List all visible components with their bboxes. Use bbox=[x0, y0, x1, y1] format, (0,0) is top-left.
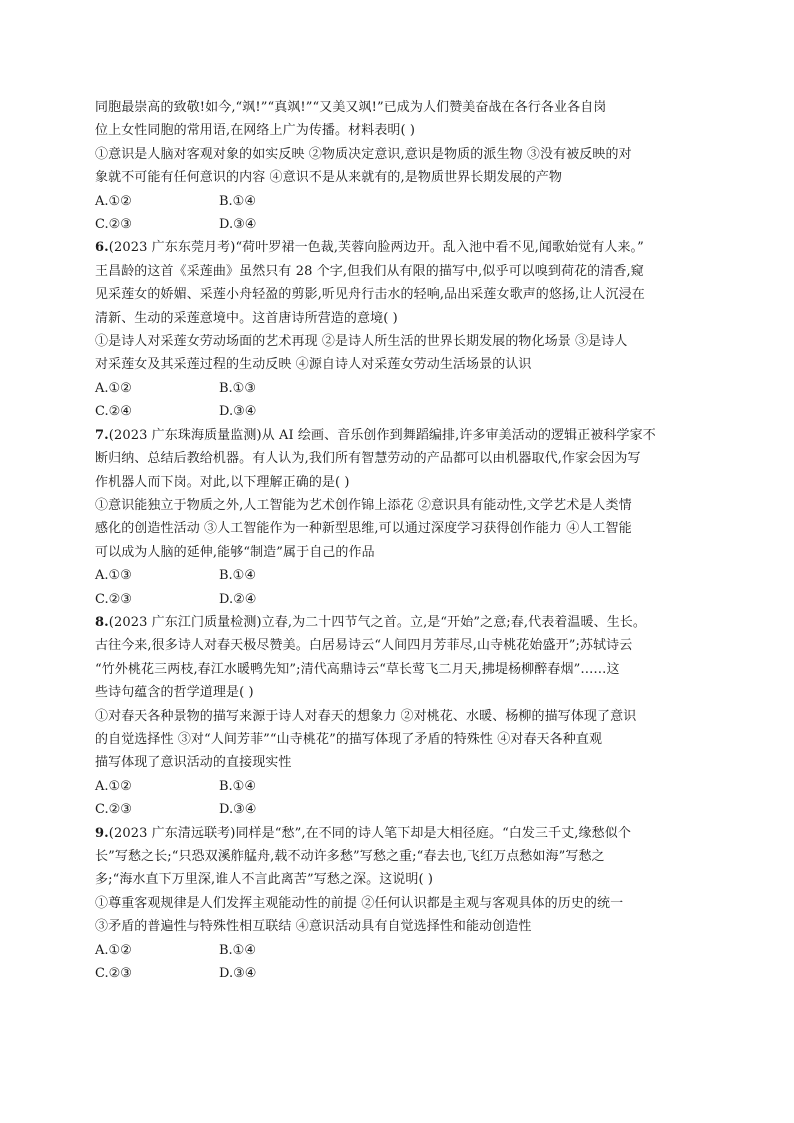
q7-stem-first: (2023 广东珠海质量监测)从 AI 绘画、音乐创作到舞蹈编排,许多审美活动的逻辑正被科学家不 bbox=[108, 427, 656, 443]
question-7 bbox=[95, 424, 705, 611]
q9-option-d[interactable]: D.③④ bbox=[219, 966, 257, 982]
q6-statement-line-2: 对采莲女及其采莲过程的生动反映 ④源自诗人对采莲女劳动生活场景的认识 bbox=[95, 357, 532, 373]
q8-stem-first: (2023 广东江门质量检测)立春,为二十四节气之首。立,是“开始”之意;春,代表着温暖、生长。 bbox=[108, 614, 647, 630]
q6-option-a[interactable]: A.①② bbox=[95, 380, 132, 396]
q7-statement-line-3: 可以成为人脑的延伸,能够“制造”属于自己的作品 bbox=[95, 544, 375, 560]
q6-option-d[interactable]: D.③④ bbox=[219, 404, 257, 420]
q9-options-row-1 bbox=[95, 939, 705, 962]
q8-stem-line-2: 古往今来,很多诗人对春天极尽赞美。白居易诗云“人间四月芳菲尽,山寺桃花始盛开”;苏轼诗云 bbox=[95, 638, 633, 654]
q8-options-row-2 bbox=[95, 798, 705, 821]
q9-stem-line-3: 多;“海水直下万里深,谁人不言此离苦”写愁之深。这说明( ) bbox=[95, 872, 434, 888]
q8-statement-line-2: 的自觉选择性 ③对“人间芳菲”“山寺桃花”的描写体现了矛盾的特殊性 ④对春天各种直观 bbox=[95, 731, 603, 747]
q5-options-row-2 bbox=[95, 213, 705, 236]
q7-stem-line-1 bbox=[95, 424, 705, 447]
q7-statement-line-2: 感化的创造性活动 ③人工智能作为一种新型思维,可以通过深度学习获得创作能力 ④人工智能 bbox=[95, 521, 632, 537]
q5-option-d[interactable]: D.③④ bbox=[219, 217, 257, 233]
q6-stem-line-4: 清新、生动的采莲意境中。这首唐诗所营造的意境( ) bbox=[95, 310, 398, 326]
q9-statement-line-1: ①尊重客观规律是人们发挥主观能动性的前提 ②任何认识都是主观与客观具体的历史的统一 bbox=[95, 895, 624, 911]
q6-stem-line-1 bbox=[95, 236, 705, 259]
q5-stem-line-1: 同胞最崇高的致敬!如今,“飒!”“真飒!”“又美又飒!”已成为人们赞美奋战在各行各业各自岗 bbox=[95, 100, 607, 115]
q8-stem-line-3: “竹外桃花三两枝,春江水暖鸭先知”;清代高鼎诗云“草长莺飞二月天,拂堤杨柳醉春烟”……这 bbox=[95, 661, 620, 677]
q7-options-row-2 bbox=[95, 588, 705, 611]
q6-options-row-1 bbox=[95, 377, 705, 400]
q8-option-d[interactable]: D.③④ bbox=[219, 802, 257, 818]
q5-option-a[interactable]: A.①② bbox=[95, 193, 132, 209]
q6-statement-line-1: ①是诗人对采莲女劳动场面的艺术再现 ②是诗人所生活的世界长期发展的物化场景 ③是诗人 bbox=[95, 334, 628, 350]
q7-option-b[interactable]: B.①④ bbox=[219, 568, 256, 584]
q9-option-b[interactable]: B.①④ bbox=[219, 942, 256, 958]
q9-stem-line-2: 长”写愁之长;“只恐双溪舴艋舟,载不动许多愁”写愁之重;“春去也,飞红万点愁如海”写愁之 bbox=[95, 849, 605, 864]
q6-option-b[interactable]: B.①③ bbox=[219, 380, 256, 396]
question-6 bbox=[95, 236, 705, 423]
q9-stem-first: (2023 广东清远联考)同样是“愁”,在不同的诗人笔下却是大相径庭。“白发三千丈,缘愁似个 bbox=[108, 825, 631, 841]
question-5 bbox=[95, 96, 705, 236]
q6-option-c[interactable]: C.②④ bbox=[95, 404, 132, 420]
worksheet-page bbox=[95, 96, 705, 985]
q6-stem-line-2: 王昌龄的这首《采莲曲》虽然只有 28 个字,但我们从有限的描写中,似乎可以嗅到荷花的清香,窥 bbox=[95, 263, 644, 279]
question-9 bbox=[95, 822, 705, 986]
question-8 bbox=[95, 611, 705, 822]
q5-options-row-1 bbox=[95, 190, 705, 213]
q9-statement-line-2: ③矛盾的普遍性与特殊性相互联结 ④意识活动具有自觉选择性和能动创造性 bbox=[95, 919, 532, 935]
q7-option-c[interactable]: C.②③ bbox=[95, 591, 132, 607]
q7-option-a[interactable]: A.①③ bbox=[95, 568, 132, 584]
q8-options-row-1 bbox=[95, 775, 705, 798]
q8-option-a[interactable]: A.①② bbox=[95, 778, 132, 794]
q8-statement-line-1: ①对春天各种景物的描写来源于诗人对春天的想象力 ②对桃花、水暖、杨柳的描写体现了意识 bbox=[95, 708, 637, 724]
q8-option-b[interactable]: B.①④ bbox=[219, 778, 256, 794]
q8-statement-line-3: 描写体现了意识活动的直接现实性 bbox=[95, 755, 292, 771]
q8-option-c[interactable]: C.②③ bbox=[95, 802, 132, 818]
q8-stem-line-4: 些诗句蕴含的哲学道理是( ) bbox=[95, 685, 254, 701]
q5-statement-line-2: 象就不可能有任何意识的内容 ④意识不是从来就有的,是物质世界长期发展的产物 bbox=[95, 170, 562, 186]
q5-stem-line-2: 位上女性同胞的常用语,在网络上广为传播。材料表明( ) bbox=[95, 123, 416, 139]
q5-statement-line-1: ①意识是人脑对客观对象的如实反映 ②物质决定意识,意识是物质的派生物 ③没有被反映的对 bbox=[95, 146, 632, 162]
q6-stem-line-3: 见采莲女的娇媚、采莲小舟轻盈的剪影,听见舟行击水的轻响,品出采莲女歌声的悠扬,让人沉浸在 bbox=[95, 287, 645, 303]
q8-number: 8. bbox=[95, 614, 109, 630]
q9-options-row-2 bbox=[95, 962, 705, 985]
q7-options-row-1 bbox=[95, 564, 705, 587]
q9-option-a[interactable]: A.①② bbox=[95, 942, 132, 958]
q7-stem-line-2: 断归纳、总结后教给机器。有人认为,我们所有智慧劳动的产品都可以由机器取代,作家会因为写 bbox=[95, 451, 641, 467]
q7-statement-line-1: ①意识能独立于物质之外,人工智能为艺术创作锦上添花 ②意识具有能动性,文学艺术是人类情 bbox=[95, 497, 632, 513]
q6-number: 6. bbox=[95, 240, 109, 256]
q6-stem-first: (2023 广东东莞月考)“荷叶罗裙一色裁,芙蓉向脸两边开。乱入池中看不见,闻歌始觉有人来。” bbox=[108, 240, 644, 256]
q9-option-c[interactable]: C.②③ bbox=[95, 966, 132, 982]
q7-option-d[interactable]: D.②④ bbox=[219, 591, 257, 607]
q9-number: 9. bbox=[95, 825, 109, 841]
q7-stem-line-3: 作机器人而下岗。对此,以下理解正确的是( ) bbox=[95, 474, 350, 490]
q6-options-row-2 bbox=[95, 400, 705, 423]
q7-number: 7. bbox=[95, 427, 109, 443]
q9-stem-line-1 bbox=[95, 822, 705, 845]
q5-option-c[interactable]: C.②③ bbox=[95, 217, 132, 233]
q8-stem-line-1 bbox=[95, 611, 705, 634]
q5-option-b[interactable]: B.①④ bbox=[219, 193, 256, 209]
